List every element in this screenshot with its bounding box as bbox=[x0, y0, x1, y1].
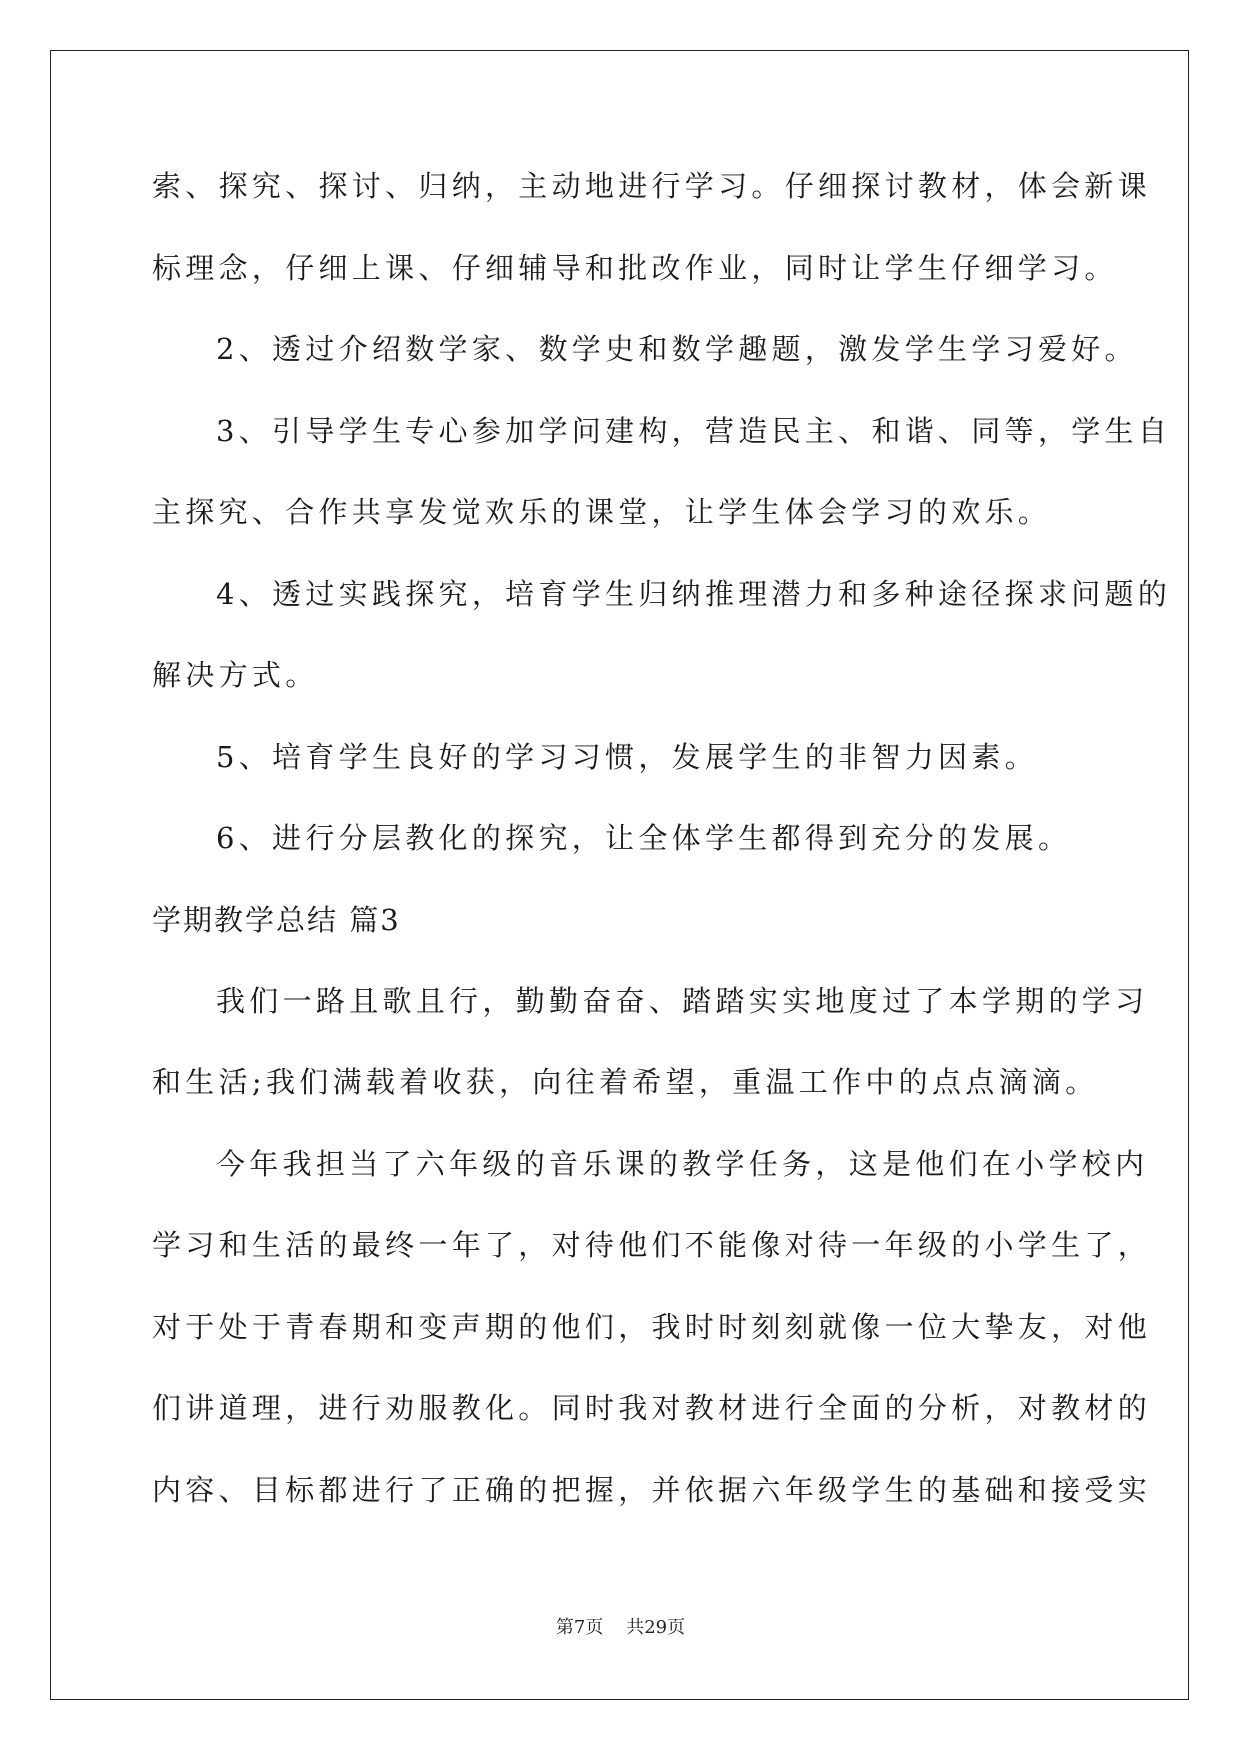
text-line: 内容、目标都进行了正确的把握，并依据六年级学生的基础和接受实 bbox=[152, 1472, 1152, 1507]
text-line: 5、培育学生良好的学习习惯，发展学生的非智力因素。 bbox=[216, 739, 1038, 774]
text-line: 主探究、合作共享发觉欢乐的课堂，让学生体会学习的欢乐。 bbox=[152, 495, 1052, 529]
text-line: 今年我担当了六年级的音乐课的教学任务，这是他们在小学校内 bbox=[216, 1146, 1149, 1181]
text-line: 3、引导学生专心参加学问建构，营造民主、和谐、同等，学生自 bbox=[216, 413, 1172, 448]
text-line: 2、透过介绍数学家、数学史和数学趣题，激发学生学习爱好。 bbox=[216, 332, 1138, 366]
section-heading: 学期教学总结 篇3 bbox=[152, 902, 401, 937]
page-footer bbox=[0, 1613, 1241, 1639]
text-line: 们讲道理，进行劝服教化。同时我对教材进行全面的分析，对教材的 bbox=[152, 1391, 1152, 1425]
text-line: 和生活;我们满载着收获，向往着希望，重温工作中的点点滴滴。 bbox=[152, 1065, 1099, 1099]
text-line: 对于处于青春期和变声期的他们，我时时刻刻就像一位大挚友，对他 bbox=[152, 1309, 1152, 1344]
text-line: 索、探究、探讨、归纳，主动地进行学习。仔细探讨教材，体会新课 bbox=[152, 169, 1152, 203]
page-number: 第7页 bbox=[555, 1617, 604, 1638]
text-line: 4、透过实践探究，培育学生归纳推理潜力和多种途径探求问题的 bbox=[216, 576, 1172, 611]
page-total: 共29页 bbox=[626, 1617, 686, 1638]
text-line: 我们一路且歌且行，勤勤奋奋、踏踏实实地度过了本学期的学习 bbox=[216, 983, 1149, 1018]
text-line: 学习和生活的最终一年了，对待他们不能像对待一年级的小学生了， bbox=[152, 1228, 1152, 1262]
text-line: 标理念，仔细上课、仔细辅导和批改作业，同时让学生仔细学习。 bbox=[152, 250, 1118, 285]
text-line: 解决方式。 bbox=[152, 658, 319, 692]
document-body bbox=[152, 166, 1172, 1551]
text-line: 6、进行分层教化的探究，让全体学生都得到充分的发展。 bbox=[216, 821, 1072, 855]
